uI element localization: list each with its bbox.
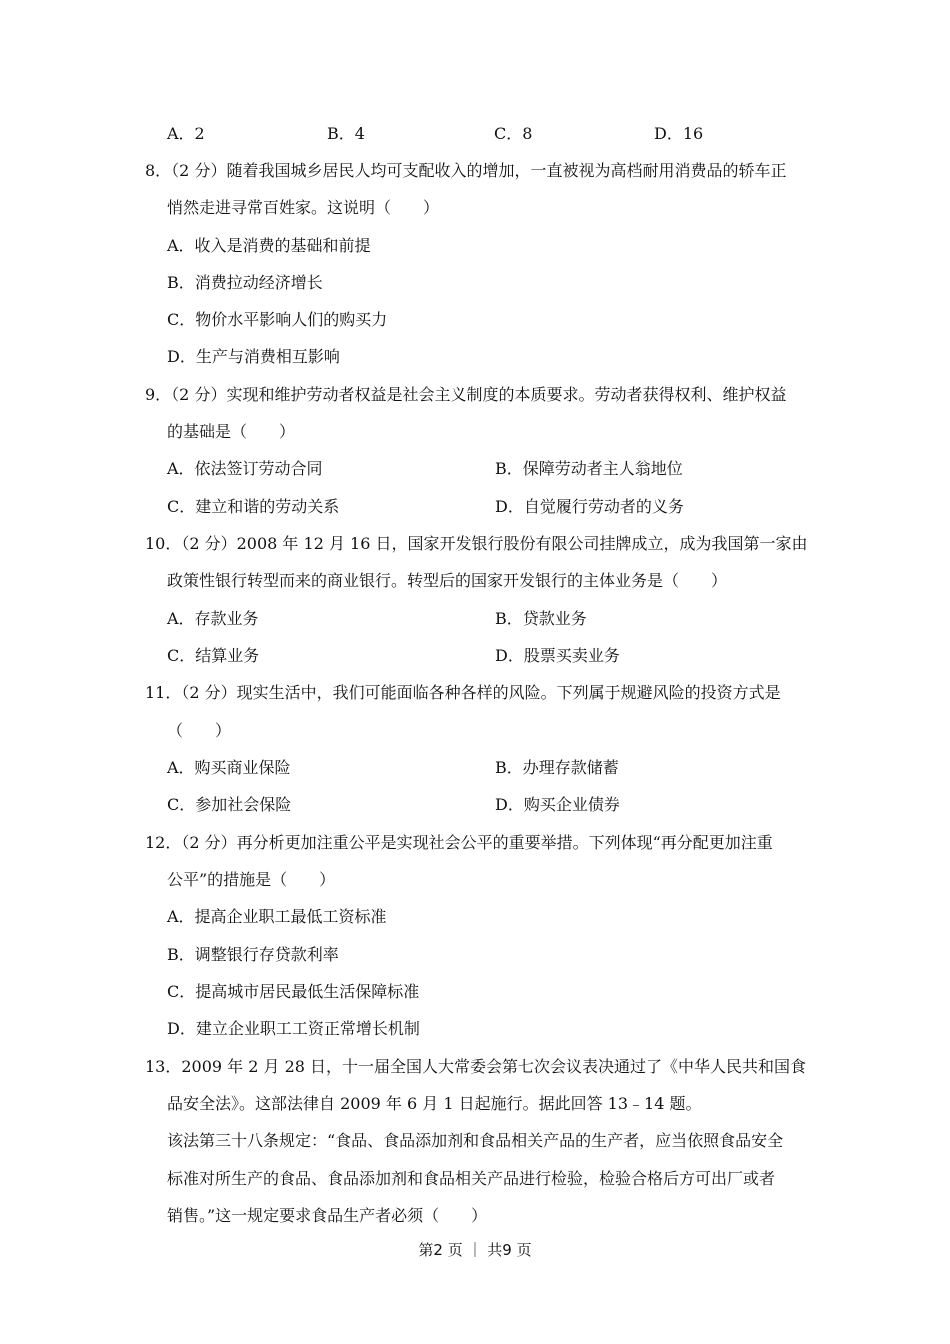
q10-option-b: B．贷款业务 [495, 609, 587, 628]
q7-option-a: A．2 [167, 124, 205, 143]
q13-stem-line1: 13．2009 年 2 月 28 日，十一届全国人大常委会第七次会议表决通过了《中华人民共和国食 [145, 1057, 807, 1076]
q7-option-b: B．4 [327, 124, 365, 143]
q11-stem-line2: （ ） [167, 721, 232, 740]
q10-stem-line2: 政策性银行转型而来的商业银行。转型后的国家开发银行的主体业务是（ ） [167, 571, 728, 590]
q10-stem-line1: 10．（2 分）2008 年 12 月 16 日，国家开发银行股份有限公司挂牌成立，成为我国第一家由 [145, 534, 808, 553]
q8-option-a: A．收入是消费的基础和前提 [167, 236, 371, 255]
q10-option-a: A．存款业务 [167, 609, 259, 628]
q8-stem-line1: 8．（2 分）随着我国城乡居民人均可支配收入的增加，一直被视为高档耐用消费品的轿车正 [145, 161, 787, 180]
q9-option-a: A．依法签订劳动合同 [167, 459, 323, 478]
q9-option-b: B．保障劳动者主人翁地位 [495, 459, 683, 478]
q11-option-b: B．办理存款储蓄 [495, 758, 619, 777]
q9-stem-line1: 9．（2 分）实现和维护劳动者权益是社会主义制度的本质要求。劳动者获得权利、维护权益 [145, 385, 787, 404]
q11-option-c: C．参加社会保险 [167, 795, 292, 814]
q13-body-line1: 该法第三十八条规定：“食品、食品添加剂和食品相关产品的生产者，应当依照食品安全 [167, 1131, 784, 1150]
q10-option-d: D．股票买卖业务 [495, 646, 620, 665]
q8-option-c: C．物价水平影响人们的购买力 [167, 310, 388, 329]
q8-option-b: B．消费拉动经济增长 [167, 273, 323, 292]
q12-stem-line1: 12．（2 分）再分析更加注重公平是实现社会公平的重要举措。下列体现“再分配更加注重 [145, 833, 773, 852]
q13-body-line3: 销售。”这一规定要求食品生产者必须（ ） [167, 1206, 488, 1225]
q8-option-d: D．生产与消费相互影响 [167, 347, 340, 366]
q8-stem-line2: 悄然走进寻常百姓家。这说明（ ） [167, 198, 440, 217]
q13-stem-line2: 品安全法》。这部法律自 2009 年 6 月 1 日起施行。据此回答 13﹣14 题。 [167, 1094, 702, 1113]
q9-option-d: D．自觉履行劳动者的义务 [495, 497, 684, 516]
q12-option-b: B．调整银行存贷款利率 [167, 945, 339, 964]
q13-body-line2: 标准对所生产的食品、食品添加剂和食品相关产品进行检验，检验合格后方可出厂或者 [167, 1169, 776, 1188]
q9-option-c: C．建立和谐的劳动关系 [167, 497, 340, 516]
q11-option-a: A．购买商业保险 [167, 758, 291, 777]
page-footer: 第2 页 ｜ 共9 页 [418, 1241, 532, 1259]
q12-option-a: A．提高企业职工最低工资标准 [167, 907, 387, 926]
q7-option-c: C．8 [494, 124, 533, 143]
q11-stem-line1: 11．（2 分）现实生活中，我们可能面临各种各样的风险。下列属于规避风险的投资方式是 [145, 683, 781, 702]
q11-option-d: D．购买企业债券 [495, 795, 620, 814]
q9-stem-line2: 的基础是（ ） [167, 422, 296, 441]
q7-option-d: D．16 [654, 124, 704, 143]
q12-stem-line2: 公平”的措施是（ ） [167, 870, 336, 889]
q10-option-c: C．结算业务 [167, 646, 260, 665]
q12-option-c: C．提高城市居民最低生活保障标准 [167, 982, 420, 1001]
q12-option-d: D．建立企业职工工资正常增长机制 [167, 1019, 420, 1038]
